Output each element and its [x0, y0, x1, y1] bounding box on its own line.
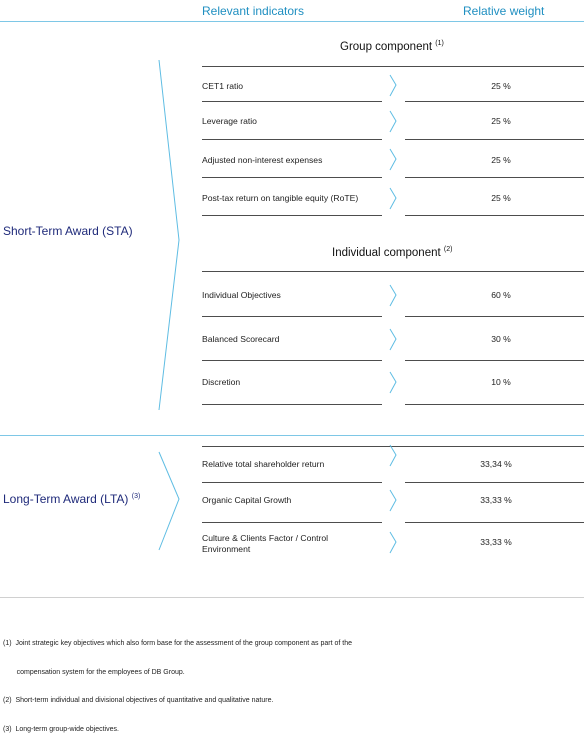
- row-tsr-label: Relative total shareholder return: [202, 459, 325, 469]
- footnote-divider: [0, 597, 584, 598]
- row-rule: [405, 316, 584, 317]
- sta-brace: [150, 58, 190, 413]
- chevron-right-icon: [388, 444, 398, 468]
- row-cet1-weight: 25 %: [491, 81, 511, 91]
- row-tsr-weight: 33,34 %: [480, 459, 512, 469]
- section-divider: [0, 435, 584, 436]
- row-rule: [405, 101, 584, 102]
- col-header-weight: Relative weight: [463, 4, 545, 18]
- row-rule: [202, 316, 382, 317]
- chevron-right-icon: [388, 531, 398, 555]
- lta-brace: [150, 450, 190, 555]
- footnote-1b: compensation system for the employees of DB Group.: [3, 668, 185, 676]
- row-expenses-label: Adjusted non-interest expenses: [202, 155, 323, 165]
- chevron-right-icon: [388, 328, 398, 352]
- group-top-rule: [202, 66, 584, 67]
- footnotes: [3, 620, 352, 744]
- row-rule: [202, 404, 382, 405]
- row-rule: [202, 360, 382, 361]
- individual-component-title: Individual component $^{(2)}$: [332, 246, 453, 259]
- chevron-right-icon: [388, 74, 398, 98]
- row-discretion-weight: 10 %: [491, 377, 511, 387]
- row-rule: [202, 482, 382, 483]
- row-rule: [202, 522, 382, 523]
- row-discretion-label: Discretion: [202, 377, 241, 387]
- row-rule: [405, 177, 584, 178]
- row-scorecard-label: Balanced Scorecard: [202, 334, 280, 344]
- row-rote-weight: 25 %: [491, 193, 511, 203]
- chevron-right-icon: [388, 148, 398, 172]
- chevron-right-icon: [388, 110, 398, 134]
- row-rule: [202, 139, 382, 140]
- chevron-right-icon: [388, 371, 398, 395]
- row-rule: [405, 360, 584, 361]
- chevron-right-icon: [388, 284, 398, 308]
- row-rule: [405, 404, 584, 405]
- row-culture-weight: 33,33 %: [480, 537, 512, 547]
- row-rote-label: Post-tax return on tangible equity (RoTE): [202, 193, 359, 203]
- row-rule: [405, 482, 584, 483]
- row-scorecard-weight: 30 %: [491, 334, 511, 344]
- individual-top-rule: [202, 271, 584, 272]
- footnote-2: (2) Short-term individual and divisional objectives of quantitative and qualitative nature.: [3, 697, 274, 704]
- footnote-1a: (1) Joint strategic key objectives which also form base for the assessment of the group component as part of the: [3, 640, 353, 647]
- row-leverage-weight: 25 %: [491, 116, 511, 126]
- row-rule: [202, 177, 382, 178]
- row-cet1-label: CET1 ratio: [202, 81, 244, 91]
- footnote-3: (3) Long-term group-wide objectives.: [3, 725, 119, 733]
- lta-label: Long-Term Award (LTA) $^{(3)}$: [3, 492, 141, 506]
- row-capital-label: Organic Capital Growth: [202, 495, 292, 505]
- row-rule: [405, 215, 584, 216]
- row-capital-weight: 33,33 %: [480, 495, 512, 505]
- row-expenses-weight: 25 %: [491, 155, 511, 165]
- row-leverage-label: Leverage ratio: [202, 116, 257, 126]
- row-objectives-weight: 60 %: [491, 290, 511, 300]
- chevron-right-icon: [388, 187, 398, 211]
- row-culture-label: Culture & Clients Factor / Control Environment: [202, 533, 329, 554]
- sta-label: Short-Term Award (STA): [3, 224, 133, 238]
- row-rule: [202, 101, 382, 102]
- group-component-title: Group component $^{(1)}$: [340, 40, 444, 53]
- row-rule: [202, 215, 382, 216]
- row-objectives-label: Individual Objectives: [202, 290, 281, 300]
- chevron-right-icon: [388, 489, 398, 513]
- row-rule: [405, 139, 584, 140]
- row-rule: [405, 522, 584, 523]
- col-header-indicators: Relevant indicators: [202, 4, 305, 18]
- header-divider: [0, 21, 584, 22]
